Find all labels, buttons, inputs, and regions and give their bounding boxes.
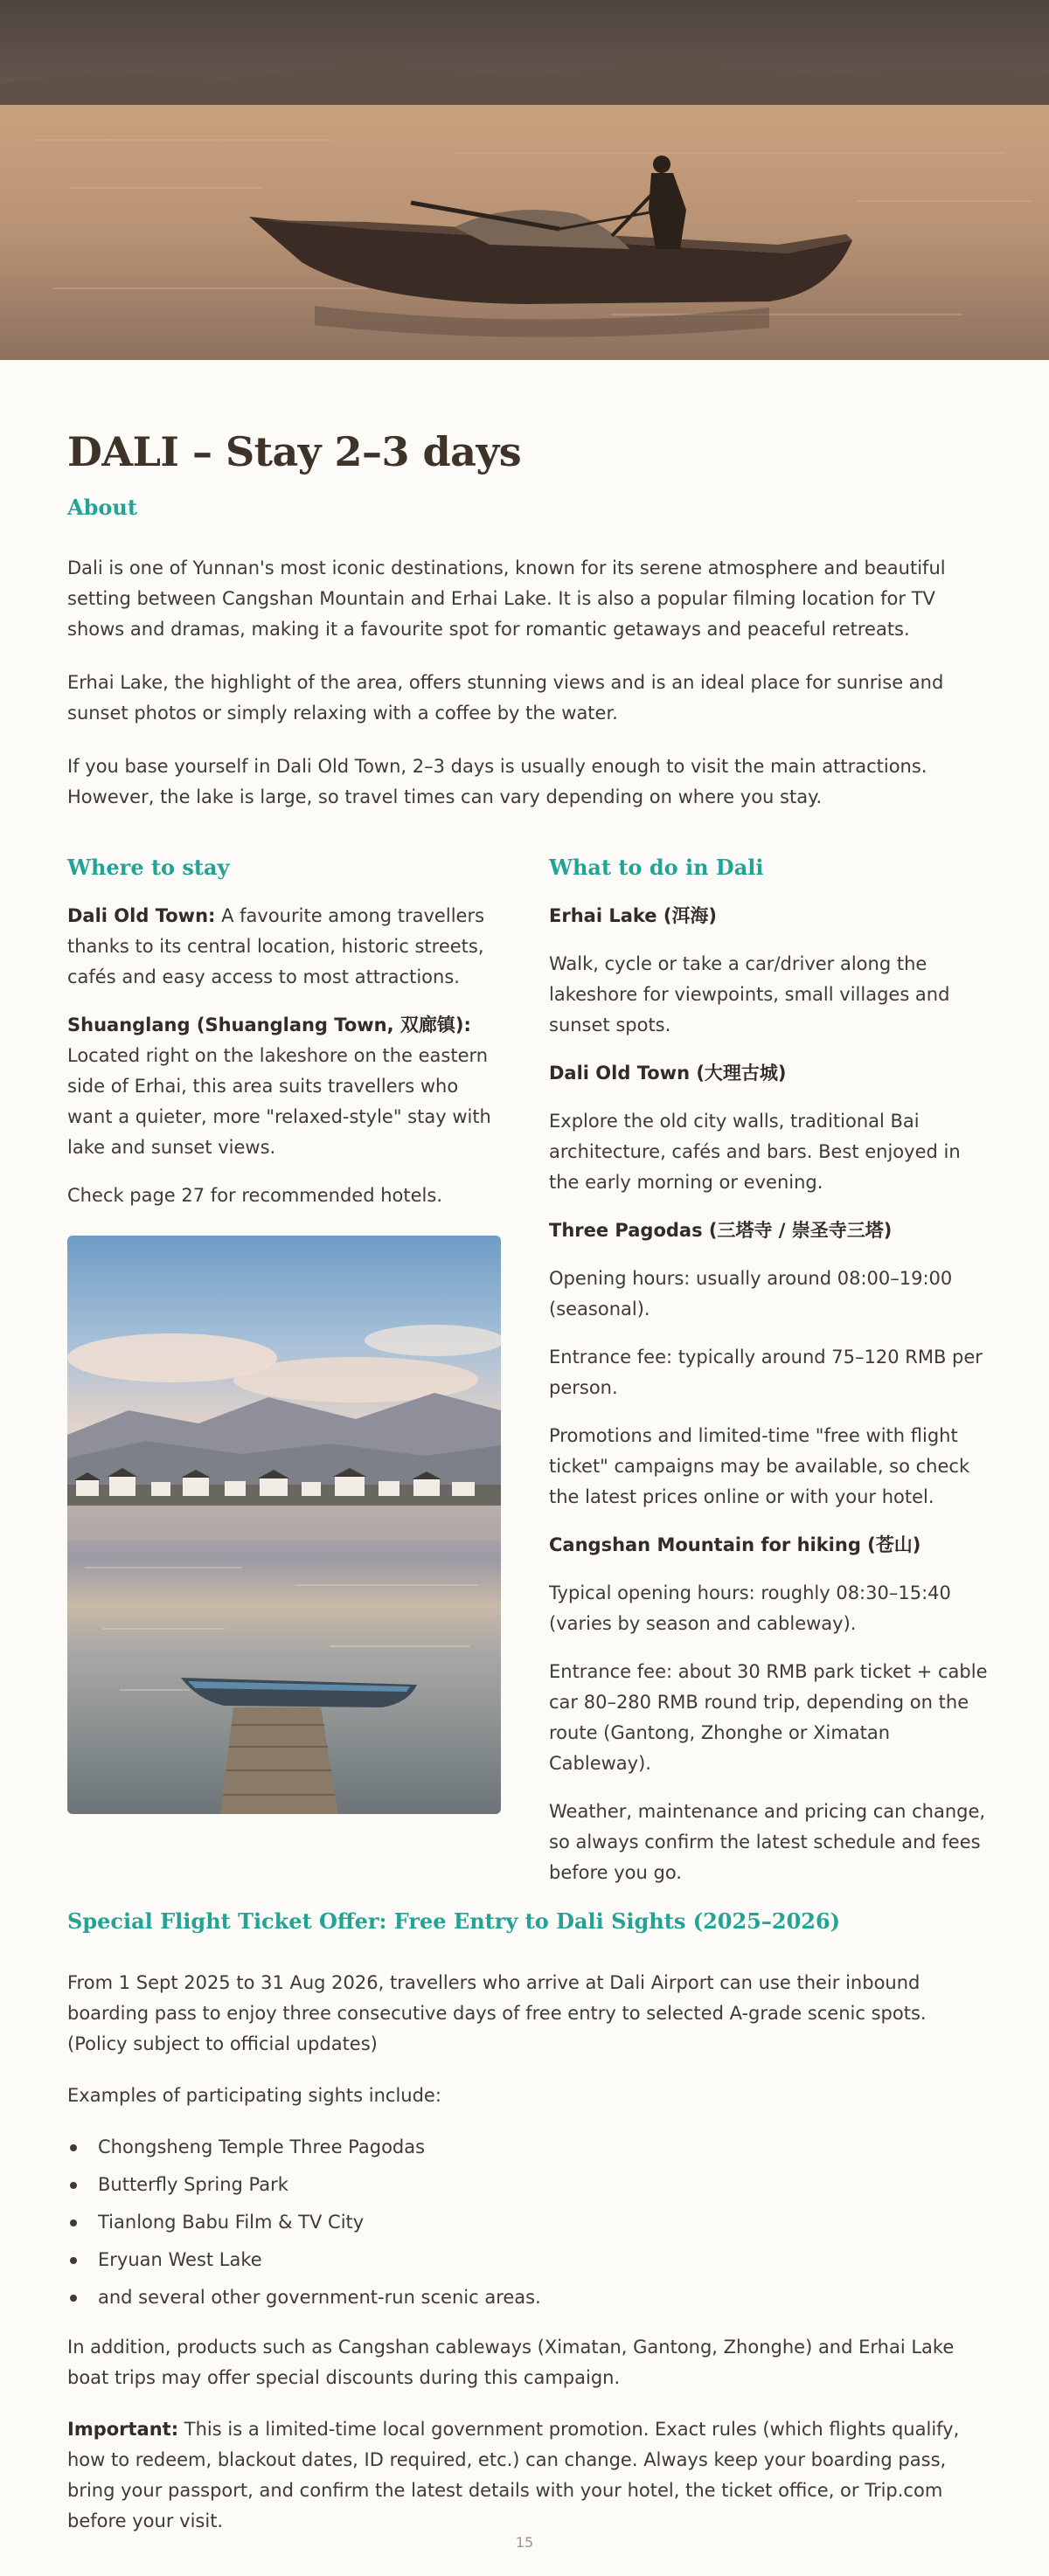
list-item: Tianlong Babu Film & TV City xyxy=(67,2207,994,2238)
important-note xyxy=(67,2414,994,2537)
hero-photo-fisherman-boat xyxy=(0,0,1049,360)
offer-additional: In addition, products such as Cangshan cableways (Ximatan, Gantong, Zhonghe) and Erhai Lake boat trips may offer special discounts during this campaign. xyxy=(67,2337,955,2388)
about-paragraph: Dali is one of Yunnan's most iconic destinations, known for its serene atmosphere and beautiful setting between Cangshan Mountain and Erhai Lake. It is also a popular filming location for TV shows and dramas, making it a favourite spot for romantic getaways and peaceful retreats. xyxy=(67,557,946,640)
examples-list xyxy=(67,2132,994,2313)
what-to-do-heading: What to do in Dali xyxy=(549,855,764,880)
stay-option-shuanglang xyxy=(67,1010,504,1163)
hotels-note: Check page 27 for recommended hotels. xyxy=(67,1185,442,1206)
examples-intro: Examples of participating sights include: xyxy=(67,2085,441,2106)
lake-village-pier-photo xyxy=(67,1236,501,1814)
page-number: 15 xyxy=(515,2534,534,2551)
stay-option-old-town xyxy=(67,901,504,993)
list-item: Eryuan West Lake xyxy=(67,2245,994,2275)
about-section xyxy=(67,553,994,835)
offer-heading: Special Flight Ticket Offer: Free Entry to Dali Sights (2025–2026) xyxy=(67,1908,841,1934)
attraction-text: Opening hours: usually around 08:00–19:00 (seasonal). xyxy=(549,1268,953,1319)
important-label: Important: xyxy=(67,2419,179,2440)
attraction-text: Typical opening hours: roughly 08:30–15:40 (varies by season and cableway). xyxy=(549,1582,951,1634)
attraction-text: Explore the old city walls, traditional Bai architecture, cafés and bars. Best enjoyed in the early morning or evening. xyxy=(549,1111,961,1193)
about-paragraph: If you base yourself in Dali Old Town, 2–3 days is usually enough to visit the main attractions. However, the lake is large, so travel times can vary depending on where you stay. xyxy=(67,756,927,807)
attraction-title-old-town: Dali Old Town (大理古城) xyxy=(549,1063,787,1084)
where-to-stay-heading: Where to stay xyxy=(67,855,230,880)
page-title: DALI – Stay 2–3 days xyxy=(67,428,522,475)
about-heading: About xyxy=(67,495,137,520)
list-item: Chongsheng Temple Three Pagodas xyxy=(67,2132,994,2163)
attraction-text: Entrance fee: about 30 RMB park ticket + cable car 80–280 RMB round trip, depending on the route (Gantong, Zhonghe or Ximatan Cableway). xyxy=(549,1661,988,1774)
attraction-text: Weather, maintenance and pricing can change, so always confirm the latest schedule and fees before you go. xyxy=(549,1801,986,1883)
attraction-title-cangshan: Cangshan Mountain for hiking (苍山) xyxy=(549,1534,921,1555)
offer-section xyxy=(67,1968,994,2558)
stay-option-label: Dali Old Town: xyxy=(67,905,216,926)
list-item: Butterfly Spring Park xyxy=(67,2170,994,2200)
stay-option-text: A favourite among travellers thanks to its central location, historic streets, cafés and easy access to most attractions. xyxy=(67,905,485,987)
where-to-stay-section xyxy=(67,852,504,1229)
attraction-text: Entrance fee: typically around 75–120 RMB per person. xyxy=(549,1347,983,1398)
offer-intro xyxy=(67,1968,994,2060)
policy-note: (Policy subject to official updates) xyxy=(67,2033,378,2054)
stay-option-label: Shuanglang (Shuanglang Town, 双廊镇): xyxy=(67,1014,471,1035)
attraction-title-erhai: Erhai Lake (洱海) xyxy=(549,905,718,926)
offer-intro-text: From 1 Sept 2025 to 31 Aug 2026, travellers who arrive at Dali Airport can use their inbound boarding pass to enjoy three consecutive days of free entry to selected A-grade scenic spots. xyxy=(67,1972,927,2024)
attraction-title-pagodas: Three Pagodas (三塔寺 / 崇圣寺三塔) xyxy=(549,1220,893,1241)
important-text: This is a limited-time local government promotion. Exact rules (which flights qualify, how to redeem, blackout dates, ID required, etc.) can change. Always keep your boarding pass, bring your passport, and confirm the latest details with your hotel, the ticket office, or Trip.com before your visit. xyxy=(67,2419,960,2531)
about-paragraph: Erhai Lake, the highlight of the area, offers stunning views and is an ideal place for sunrise and sunset photos or simply relaxing with a coffee by the water. xyxy=(67,672,944,724)
attraction-text: Walk, cycle or take a car/driver along the lakeshore for viewpoints, small villages and sunset spots. xyxy=(549,953,950,1035)
stay-option-text: Located right on the lakeshore on the eastern side of Erhai, this area suits travellers who want a quieter, more "relaxed-style" stay with lake and sunset views. xyxy=(67,1045,491,1158)
list-item: and several other government-run scenic areas. xyxy=(67,2282,994,2313)
what-to-do-section xyxy=(549,852,995,1906)
attraction-text: Promotions and limited-time "free with flight ticket" campaigns may be available, so check the latest prices online or with your hotel. xyxy=(549,1425,970,1507)
